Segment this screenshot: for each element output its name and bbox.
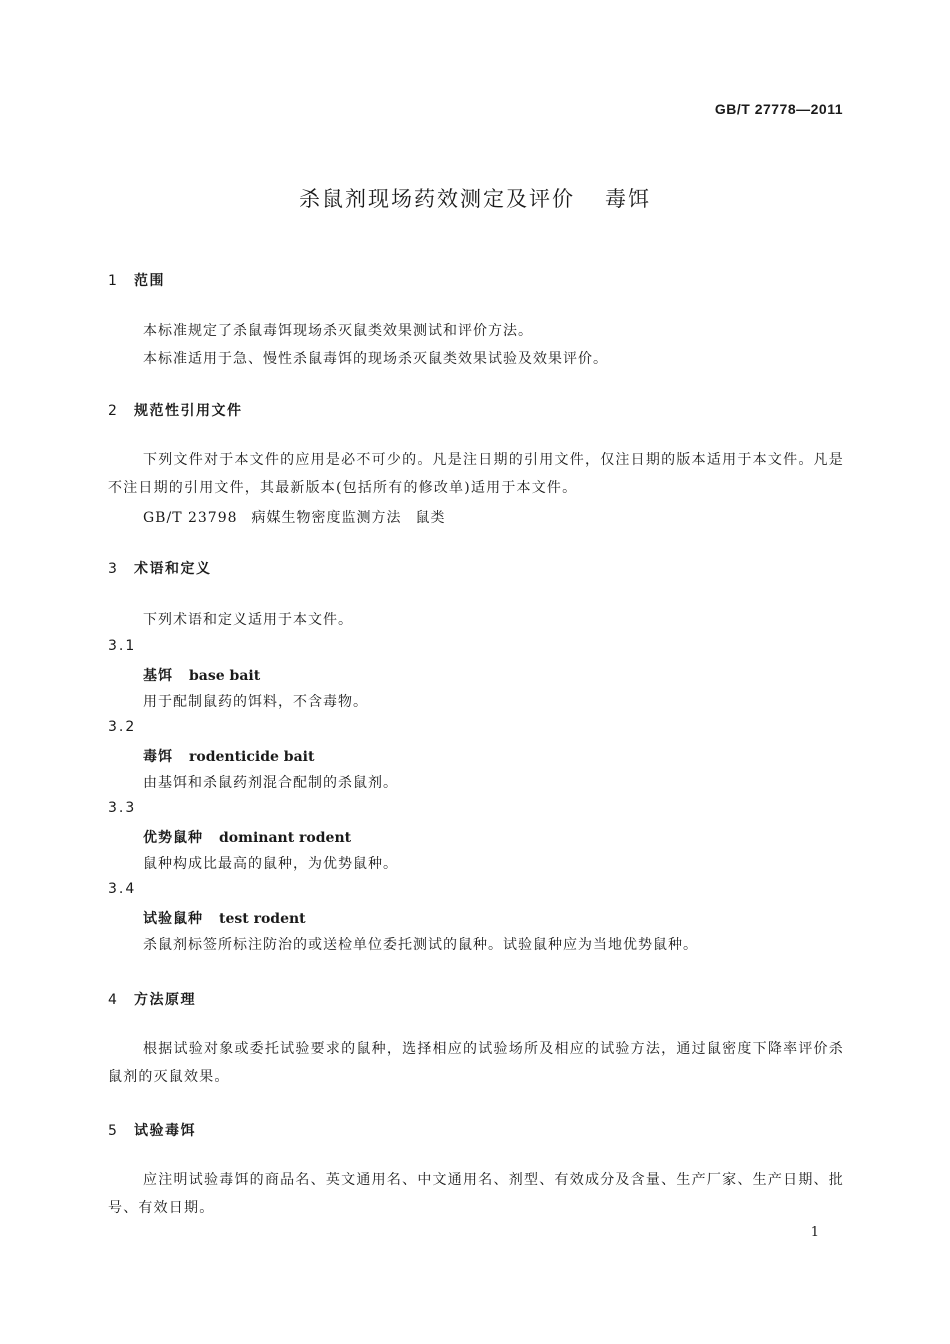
term-number: 3.2 bbox=[108, 719, 137, 735]
term-en: test rodent bbox=[219, 911, 306, 927]
section-number: 1 bbox=[108, 273, 119, 289]
section-title: 范围 bbox=[134, 273, 165, 289]
section-title: 试验毒饵 bbox=[134, 1123, 196, 1139]
reference-title: 病媒生物密度监测方法 bbox=[251, 510, 402, 526]
section-4-heading bbox=[108, 989, 196, 1009]
title-main: 杀鼠剂现场药效测定及评价 bbox=[299, 187, 575, 211]
title-sub: 毒饵 bbox=[605, 187, 651, 211]
section-number: 5 bbox=[108, 1123, 119, 1139]
term-zh: 毒饵 bbox=[143, 749, 173, 765]
paragraph: 下列术语和定义适用于本文件。 bbox=[143, 612, 353, 628]
term-heading bbox=[143, 746, 314, 766]
paragraph: 应注明试验毒饵的商品名、英文通用名、中文通用名、剂型、有效成分及含量、生产厂家、生产日期、批号、有效日期。 bbox=[108, 1172, 844, 1216]
term-en: dominant rodent bbox=[219, 830, 352, 846]
paragraph: 根据试验对象或委托试验要求的鼠种，选择相应的试验场所及相应的试验方法，通过鼠密度下降率评价杀鼠剂的灭鼠效果。 bbox=[108, 1041, 844, 1085]
term-en: base bait bbox=[189, 668, 261, 684]
paragraph: 下列文件对于本文件的应用是必不可少的。凡是注日期的引用文件，仅注日期的版本适用于本文件。凡是不注日期的引用文件，其最新版本(包括所有的修改单)适用于本文件。 bbox=[108, 452, 844, 496]
term-zh: 优势鼠种 bbox=[143, 830, 203, 846]
section-number: 2 bbox=[108, 403, 119, 419]
section-number: 3 bbox=[108, 561, 119, 577]
section-number: 4 bbox=[108, 992, 119, 1008]
section-title: 术语和定义 bbox=[134, 561, 212, 577]
term-heading bbox=[143, 665, 260, 685]
term-zh: 试验鼠种 bbox=[143, 911, 203, 927]
section-1-heading bbox=[108, 270, 165, 290]
term-heading bbox=[143, 827, 351, 847]
term-heading bbox=[143, 908, 306, 928]
normative-reference bbox=[143, 507, 446, 527]
term-number: 3.1 bbox=[108, 638, 137, 654]
paragraph: 本标准适用于急、慢性杀鼠毒饵的现场杀灭鼠类效果试验及效果评价。 bbox=[143, 351, 608, 367]
term-zh: 基饵 bbox=[143, 668, 173, 684]
term-number: 3.4 bbox=[108, 881, 137, 897]
section-5-heading bbox=[108, 1120, 196, 1140]
reference-subtitle: 鼠类 bbox=[415, 510, 446, 526]
page-number: 1 bbox=[810, 1225, 819, 1240]
section-title: 规范性引用文件 bbox=[134, 403, 243, 419]
term-number: 3.3 bbox=[108, 800, 137, 816]
section-title: 方法原理 bbox=[134, 992, 196, 1008]
document-title bbox=[0, 183, 950, 213]
section-3-heading bbox=[108, 558, 212, 578]
term-definition: 鼠种构成比最高的鼠种，为优势鼠种。 bbox=[143, 856, 398, 872]
paragraph: 本标准规定了杀鼠毒饵现场杀灭鼠类效果测试和评价方法。 bbox=[143, 323, 533, 339]
term-definition: 由基饵和杀鼠药剂混合配制的杀鼠剂。 bbox=[143, 775, 398, 791]
standard-number: GB/T 27778—2011 bbox=[714, 101, 843, 117]
term-definition: 用于配制鼠药的饵料，不含毒物。 bbox=[143, 694, 368, 710]
section-2-heading bbox=[108, 400, 243, 420]
term-definition: 杀鼠剂标签所标注防治的或送检单位委托测试的鼠种。试验鼠种应为当地优势鼠种。 bbox=[143, 937, 698, 953]
reference-code: GB/T 23798 bbox=[143, 510, 238, 526]
term-en: rodenticide bait bbox=[189, 749, 315, 765]
